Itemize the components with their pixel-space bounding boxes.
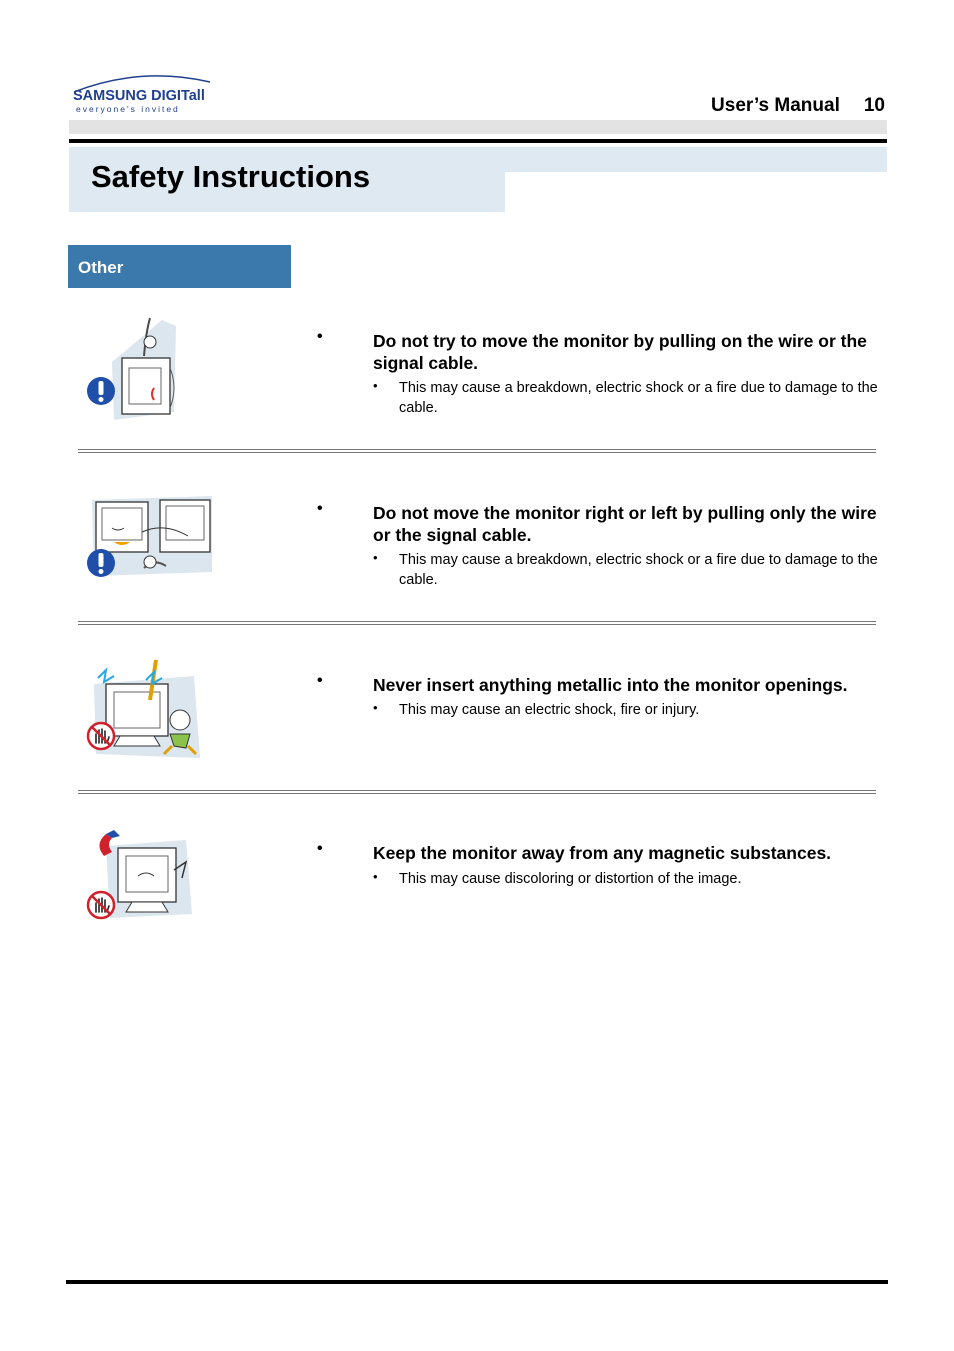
sub-bullet: • [373,869,378,884]
sub-bullet: • [373,378,378,393]
sub-bullet: • [373,550,378,565]
prohibited-hand-icon [86,890,116,920]
bullet: • [317,672,323,689]
header-divider [69,139,887,143]
logo-brand-text: SAMSUNG DIGITall [73,88,205,104]
page-number: 10 [863,95,885,116]
illustration-pulling-cable [84,312,219,422]
header-label [711,95,885,117]
item-detail: This may cause discoloring or distortion of the image. [399,871,742,887]
title-band [69,147,887,212]
item-headline: Keep the monitor away from any magnetic substances. [373,843,832,863]
item-headline: Do not move the monitor right or left by pulling only the wire or the signal cable. [373,503,877,545]
bullet: • [317,328,323,345]
section-divider [78,449,876,453]
illustration-magnet [84,826,219,936]
bullet: • [317,500,323,517]
exclamation-icon [86,548,116,578]
logo-tagline-text: everyone's invited [76,104,180,114]
prohibited-hand-icon [86,721,116,751]
footer-divider [66,1280,888,1284]
item-detail: This may cause a breakdown, electric shock or a fire due to damage to the cable. [399,552,878,588]
header-gray-bar [69,120,887,134]
page-title: Safety Instructions [91,159,371,194]
section-label: Other [78,258,124,277]
item-headline: Do not try to move the monitor by pulling on the wire or the signal cable. [373,331,867,373]
manual-label: User’s Manual [711,95,840,116]
bullet: • [317,840,323,857]
illustration-metallic-object [84,654,219,764]
item-detail: This may cause a breakdown, electric shock or a fire due to damage to the cable. [399,380,878,416]
section-divider [78,790,876,794]
item-headline: Never insert anything metallic into the monitor openings. [373,675,848,695]
exclamation-icon [86,376,116,406]
section-tab-other [68,245,291,288]
section-divider [78,621,876,625]
item-detail: This may cause an electric shock, fire or injury. [399,702,700,718]
samsung-logo [70,70,215,118]
sub-bullet: • [373,700,378,715]
illustration-moving-monitor [84,492,219,602]
